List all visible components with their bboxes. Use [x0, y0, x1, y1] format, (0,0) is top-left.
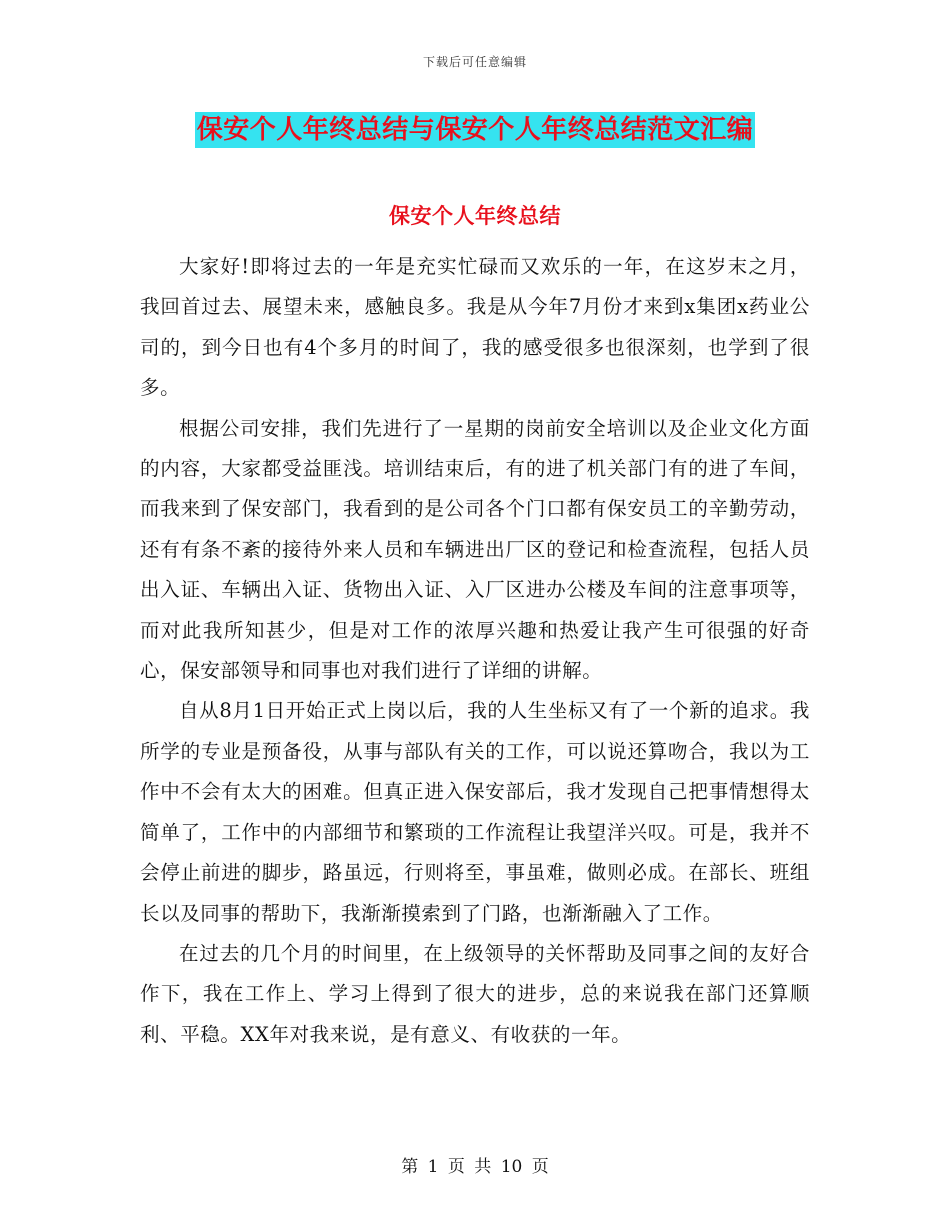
- paragraph: 自从8月1日开始正式上岗以后，我的人生坐标又有了一个新的追求。我所学的专业是预备役，从事与部队有关的工作，可以说还算吻合，我以为工作中不会有太大的困难。但真正进入保安部后，我才发现自己把事情想得太简单了，工作中的内部细节和繁琐的工作流程让我望洋兴叹。可是，我并不会停止前进的脚步，路虽远，行则将至，事虽难，做则必成。在部长、班组长以及同事的帮助下，我渐渐摸索到了门路，也渐渐融入了工作。: [140, 699, 810, 925]
- document-title: 保安个人年终总结与保安个人年终总结范文汇编: [195, 112, 756, 148]
- paragraph: 在过去的几个月的时间里，在上级领导的关怀帮助及同事之间的友好合作下，我在工作上、学习上得到了很大的进步，总的来说我在部门还算顺利、平稳。XX年对我来说，是有意义、有收获的一年。: [140, 941, 810, 1046]
- paragraph: 大家好!即将过去的一年是充实忙碌而又欢乐的一年，在这岁末之月，我回首过去、展望未来，感触良多。我是从今年7月份才来到x集团x药业公司的，到今日也有4个多月的时间了，我的感受很多也很深刻，也学到了很多。: [140, 255, 810, 400]
- main-title-container: [0, 112, 950, 148]
- section-title: 保安个人年终总结: [389, 203, 561, 228]
- document-body: [140, 247, 810, 1055]
- paragraph: 根据公司安排，我们先进行了一星期的岗前安全培训以及企业文化方面的内容，大家都受益匪浅。培训结束后，有的进了机关部门有的进了车间，而我来到了保安部门，我看到的是公司各个门口都有保安员工的辛勤劳动，还有有条不紊的接待外来人员和车辆进出厂区的登记和检查流程，包括人员出入证、车辆出入证、货物出入证、入厂区进办公楼及车间的注意事项等，而对此我所知甚少，但是对工作的浓厚兴趣和热爱让我产生可很强的好奇心，保安部领导和同事也对我们进行了详细的讲解。: [140, 416, 810, 683]
- page-footer: 第 1 页 共 10 页: [401, 1157, 549, 1177]
- page-header-note: 下载后可任意编辑: [422, 55, 527, 69]
